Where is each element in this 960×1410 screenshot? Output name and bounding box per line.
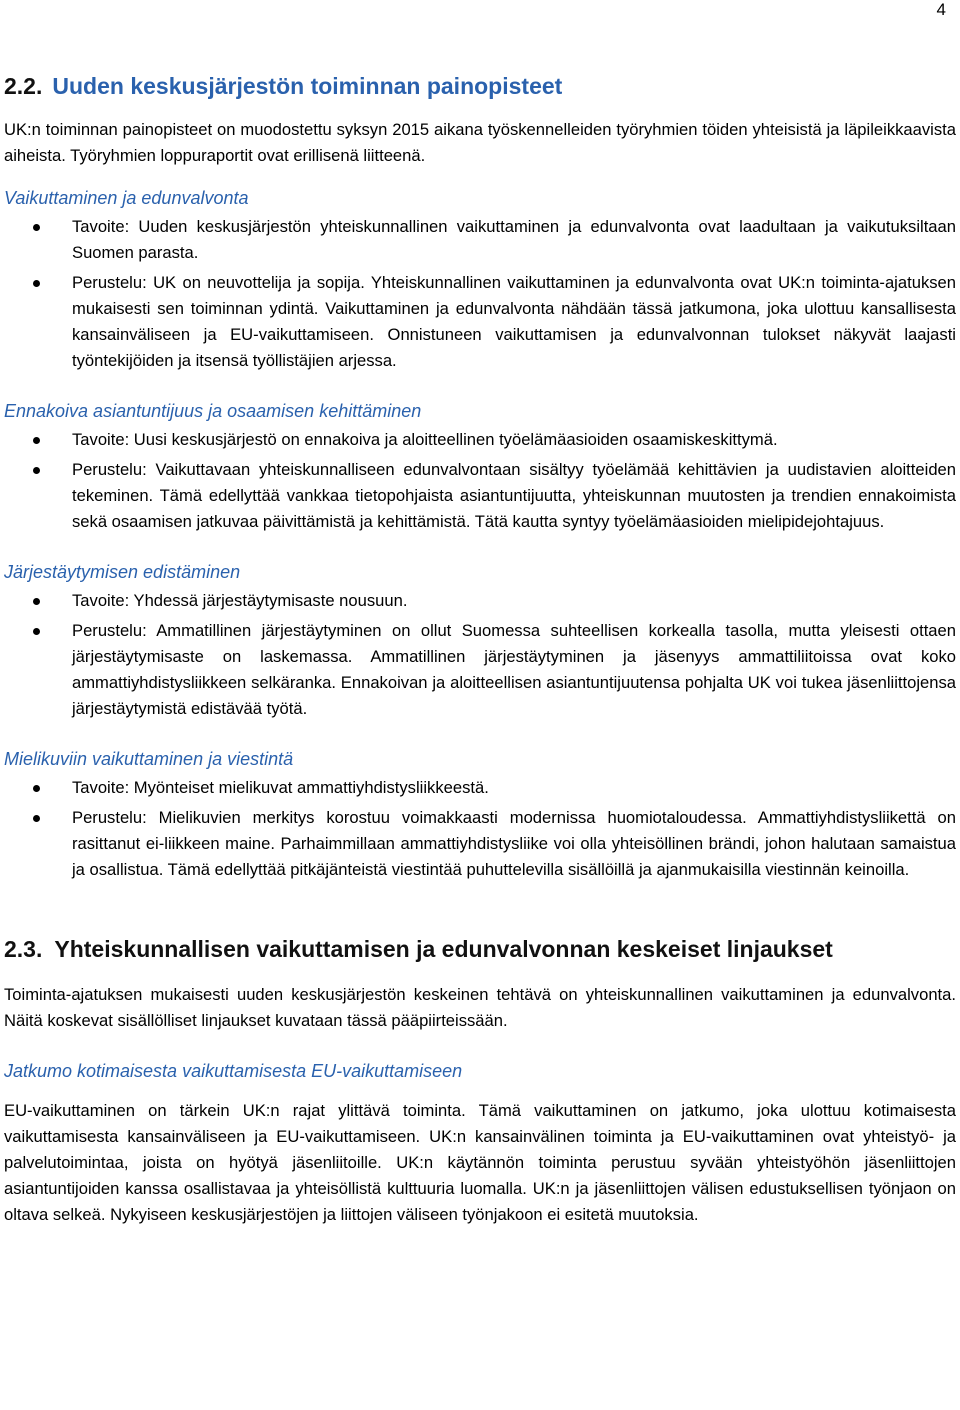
list-item-text: Perustelu: Mielikuvien merkitys korostuu voimakkaasti modernissa huomiotaloudessa. Ammattiyhdistysliikettä on rasittanut ei-liikkeen maine. Parhaimmillaan ammattiyhdistysliike voi olla yhteisöllinen brändi, johon halutaan samaistua ja osallistua. Tämä edellyttää pitkäjänteistä viestintää puhuttelevilla sisällöillä ja ajanmukaisilla viestinnän keinoilla. — [72, 808, 956, 879]
list-item — [4, 427, 956, 453]
section-number: 2.2. — [4, 73, 43, 99]
list-item-text: Perustelu: Ammatillinen järjestäytyminen on ollut Suomessa suhteellisen korkealla tasolla, mutta yleisesti ottaen järjestäytymisaste on laskemassa. Ammatillinen järjestäytyminen ja jäsenyys ammattiliitoissa ovat koko ammattiyhdistysliikkeen selkäranka. Ennakoivan ja aloitteellisen asiantuntijuutensa pohjalta UK voi tukea jäsenliittojensa järjestäytymistä edistävää työtä. — [72, 621, 956, 718]
list-item — [4, 214, 956, 266]
subsection-heading: Vaikuttaminen ja edunvalvonta — [4, 188, 249, 208]
bullet-icon — [33, 785, 40, 792]
section-intro-paragraph: Toiminta-ajatuksen mukaisesti uuden keskusjärjestön keskeinen tehtävä on yhteiskunnallinen vaikuttaminen ja edunvalvonta. Näitä koskevat sisällölliset linjaukset kuvataan tässä pääpiirteissään. — [4, 985, 956, 1030]
subsection-heading: Jatkumo kotimaisesta vaikuttamisesta EU-vaikuttamiseen — [4, 1061, 463, 1081]
list-item — [4, 618, 956, 722]
list-item-text: Perustelu: Vaikuttavaan yhteiskunnalliseen edunvalvontaan sisältyy työelämää kehittävien ja uudistavien aloitteiden tekeminen. Tämä edellyttää vankkaa tietopohjaista asiantuntijuutta, yhteiskunnan muutosten ja trendien ennakoimista sekä osaamisen jatkuvaa päivittämistä ja kehittämistä. Tätä kautta syntyy työelämäasioiden mielipidejohtajuus. — [72, 460, 956, 531]
bullet-list — [4, 427, 956, 535]
list-item-text: Tavoite: Yhdessä järjestäytymisaste nousuun. — [72, 591, 408, 610]
bullet-icon — [33, 628, 40, 635]
list-item — [4, 805, 956, 883]
bullet-list — [4, 214, 956, 374]
list-item-text: Perustelu: UK on neuvottelija ja sopija. Yhteiskunnallinen vaikuttaminen ja edunvalvonta ovat UK:n toiminta-ajatuksen mukaisesti sen toiminnan ydintä. Vaikuttaminen ja edunvalvonta nähdään tässä jatkumona, joka ulottuu kansallisesta kansainväliseen ja EU-vaikuttamiseen. Onnistuneen vaikuttamisen ja edunvalvonnan tulokset näkyvät laajasti työntekijöiden ja itsensä työllistäjien arjessa. — [72, 273, 956, 370]
document-body — [4, 0, 956, 1228]
list-item-text: Tavoite: Myönteiset mielikuvat ammattiyhdistysliikkeestä. — [72, 778, 489, 797]
section-title: Uuden keskusjärjestön toiminnan painopisteet — [52, 73, 563, 99]
list-item — [4, 270, 956, 374]
intro-paragraph: UK:n toiminnan painopisteet on muodostettu syksyn 2015 aikana työskennelleiden työryhmien töiden yhteisistä ja läpileikkaavista aiheista. Työryhmien loppuraportit ovat erillisenä liitteenä. — [4, 120, 956, 165]
bullet-icon — [33, 598, 40, 605]
list-item-text: Tavoite: Uusi keskusjärjestö on ennakoiva ja aloitteellinen työelämäasioiden osaamiskeskittymä. — [72, 430, 778, 449]
bullet-icon — [33, 224, 40, 231]
bullet-icon — [33, 815, 40, 822]
subsection-heading: Ennakoiva asiantuntijuus ja osaamisen kehittäminen — [4, 401, 422, 421]
list-item — [4, 588, 956, 614]
bullet-list — [4, 775, 956, 883]
list-item — [4, 775, 956, 801]
subsection-heading: Järjestäytymisen edistäminen — [4, 562, 241, 582]
section-title: Yhteiskunnallisen vaikuttamisen ja edunvalvonnan keskeiset linjaukset — [54, 936, 833, 962]
section-heading-2-2 — [4, 71, 956, 101]
bullet-icon — [33, 280, 40, 287]
bullet-icon — [33, 467, 40, 474]
page-number: 4 — [936, 0, 946, 19]
bullet-list — [4, 588, 956, 722]
section-heading-2-3 — [4, 934, 956, 964]
bullet-icon — [33, 437, 40, 444]
subsection-heading: Mielikuviin vaikuttaminen ja viestintä — [4, 749, 294, 769]
body-paragraph: EU-vaikuttaminen on tärkein UK:n rajat ylittävä toiminta. Tämä vaikuttaminen on jatkumo, joka ulottuu kotimaisesta vaikuttamisesta kansainväliseen ja EU-vaikuttamiseen. UK:n kansainvälinen toiminta ja EU-vaikuttaminen ovat yhteistyö- ja palvelutoimintaa, joista on hyötyä jäsenliitoille. UK:n käytännön toiminta perustuu syvään yhteistyöhön jäsenliittojen asiantuntijoiden kanssa osallistavaa ja yhteisöllistä kulttuuria luomalla. UK:n ja jäsenliittojen välisen edustuksellisen työnjaon on oltava selkeä. Nykyiseen keskusjärjestöjen ja liittojen väliseen työnjakoon ei esitetä muutoksia. — [4, 1101, 956, 1224]
list-item — [4, 457, 956, 535]
list-item-text: Tavoite: Uuden keskusjärjestön yhteiskunnallinen vaikuttaminen ja edunvalvonta ovat laadultaan ja vaikutuksiltaan Suomen parasta. — [72, 217, 956, 262]
section-number: 2.3. — [4, 936, 43, 962]
